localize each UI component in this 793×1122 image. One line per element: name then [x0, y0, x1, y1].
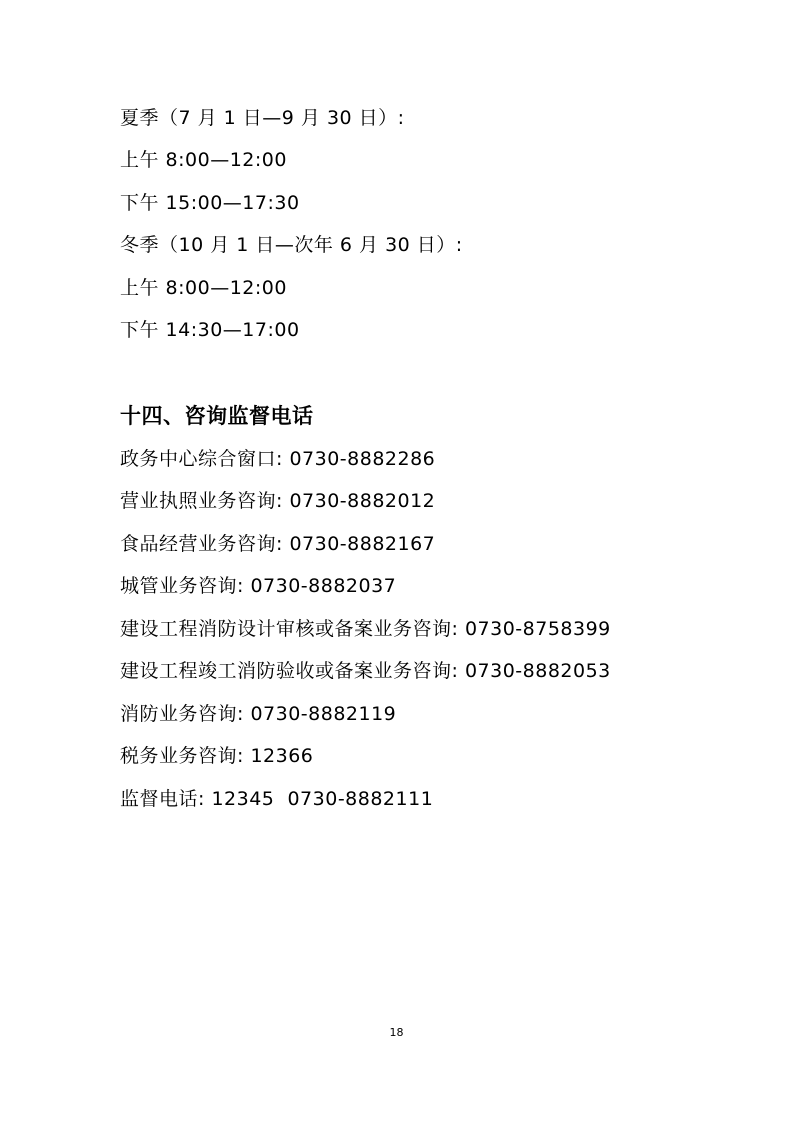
summer-hours-title: 夏季（7 月 1 日—9 月 30 日）:: [120, 107, 405, 129]
contact-line: 城管业务咨询: 0730-8882037: [120, 575, 397, 597]
winter-morning-hours: 上午 8:00—12:00: [120, 277, 287, 299]
winter-hours-title: 冬季（10 月 1 日—次年 6 月 30 日）:: [120, 234, 463, 256]
contact-line: 税务业务咨询: 12366: [120, 745, 314, 767]
page-number: 18: [389, 1026, 404, 1039]
contact-line: 营业执照业务咨询: 0730-8882012: [120, 490, 436, 512]
contact-line: 消防业务咨询: 0730-8882119: [120, 703, 397, 725]
section-heading-contacts: 十四、咨询监督电话: [120, 404, 314, 428]
contact-line: 食品经营业务咨询: 0730-8882167: [120, 533, 436, 555]
contact-line: 建设工程消防设计审核或备案业务咨询: 0730-8758399: [120, 618, 611, 640]
contact-line: 建设工程竣工消防验收或备案业务咨询: 0730-8882053: [120, 660, 611, 682]
summer-morning-hours: 上午 8:00—12:00: [120, 149, 287, 171]
summer-afternoon-hours: 下午 15:00—17:30: [120, 192, 300, 214]
contact-line: 政务中心综合窗口: 0730-8882286: [120, 448, 436, 470]
winter-afternoon-hours: 下午 14:30—17:00: [120, 319, 300, 341]
contact-line: 监督电话: 12345 0730-8882111: [120, 788, 434, 810]
